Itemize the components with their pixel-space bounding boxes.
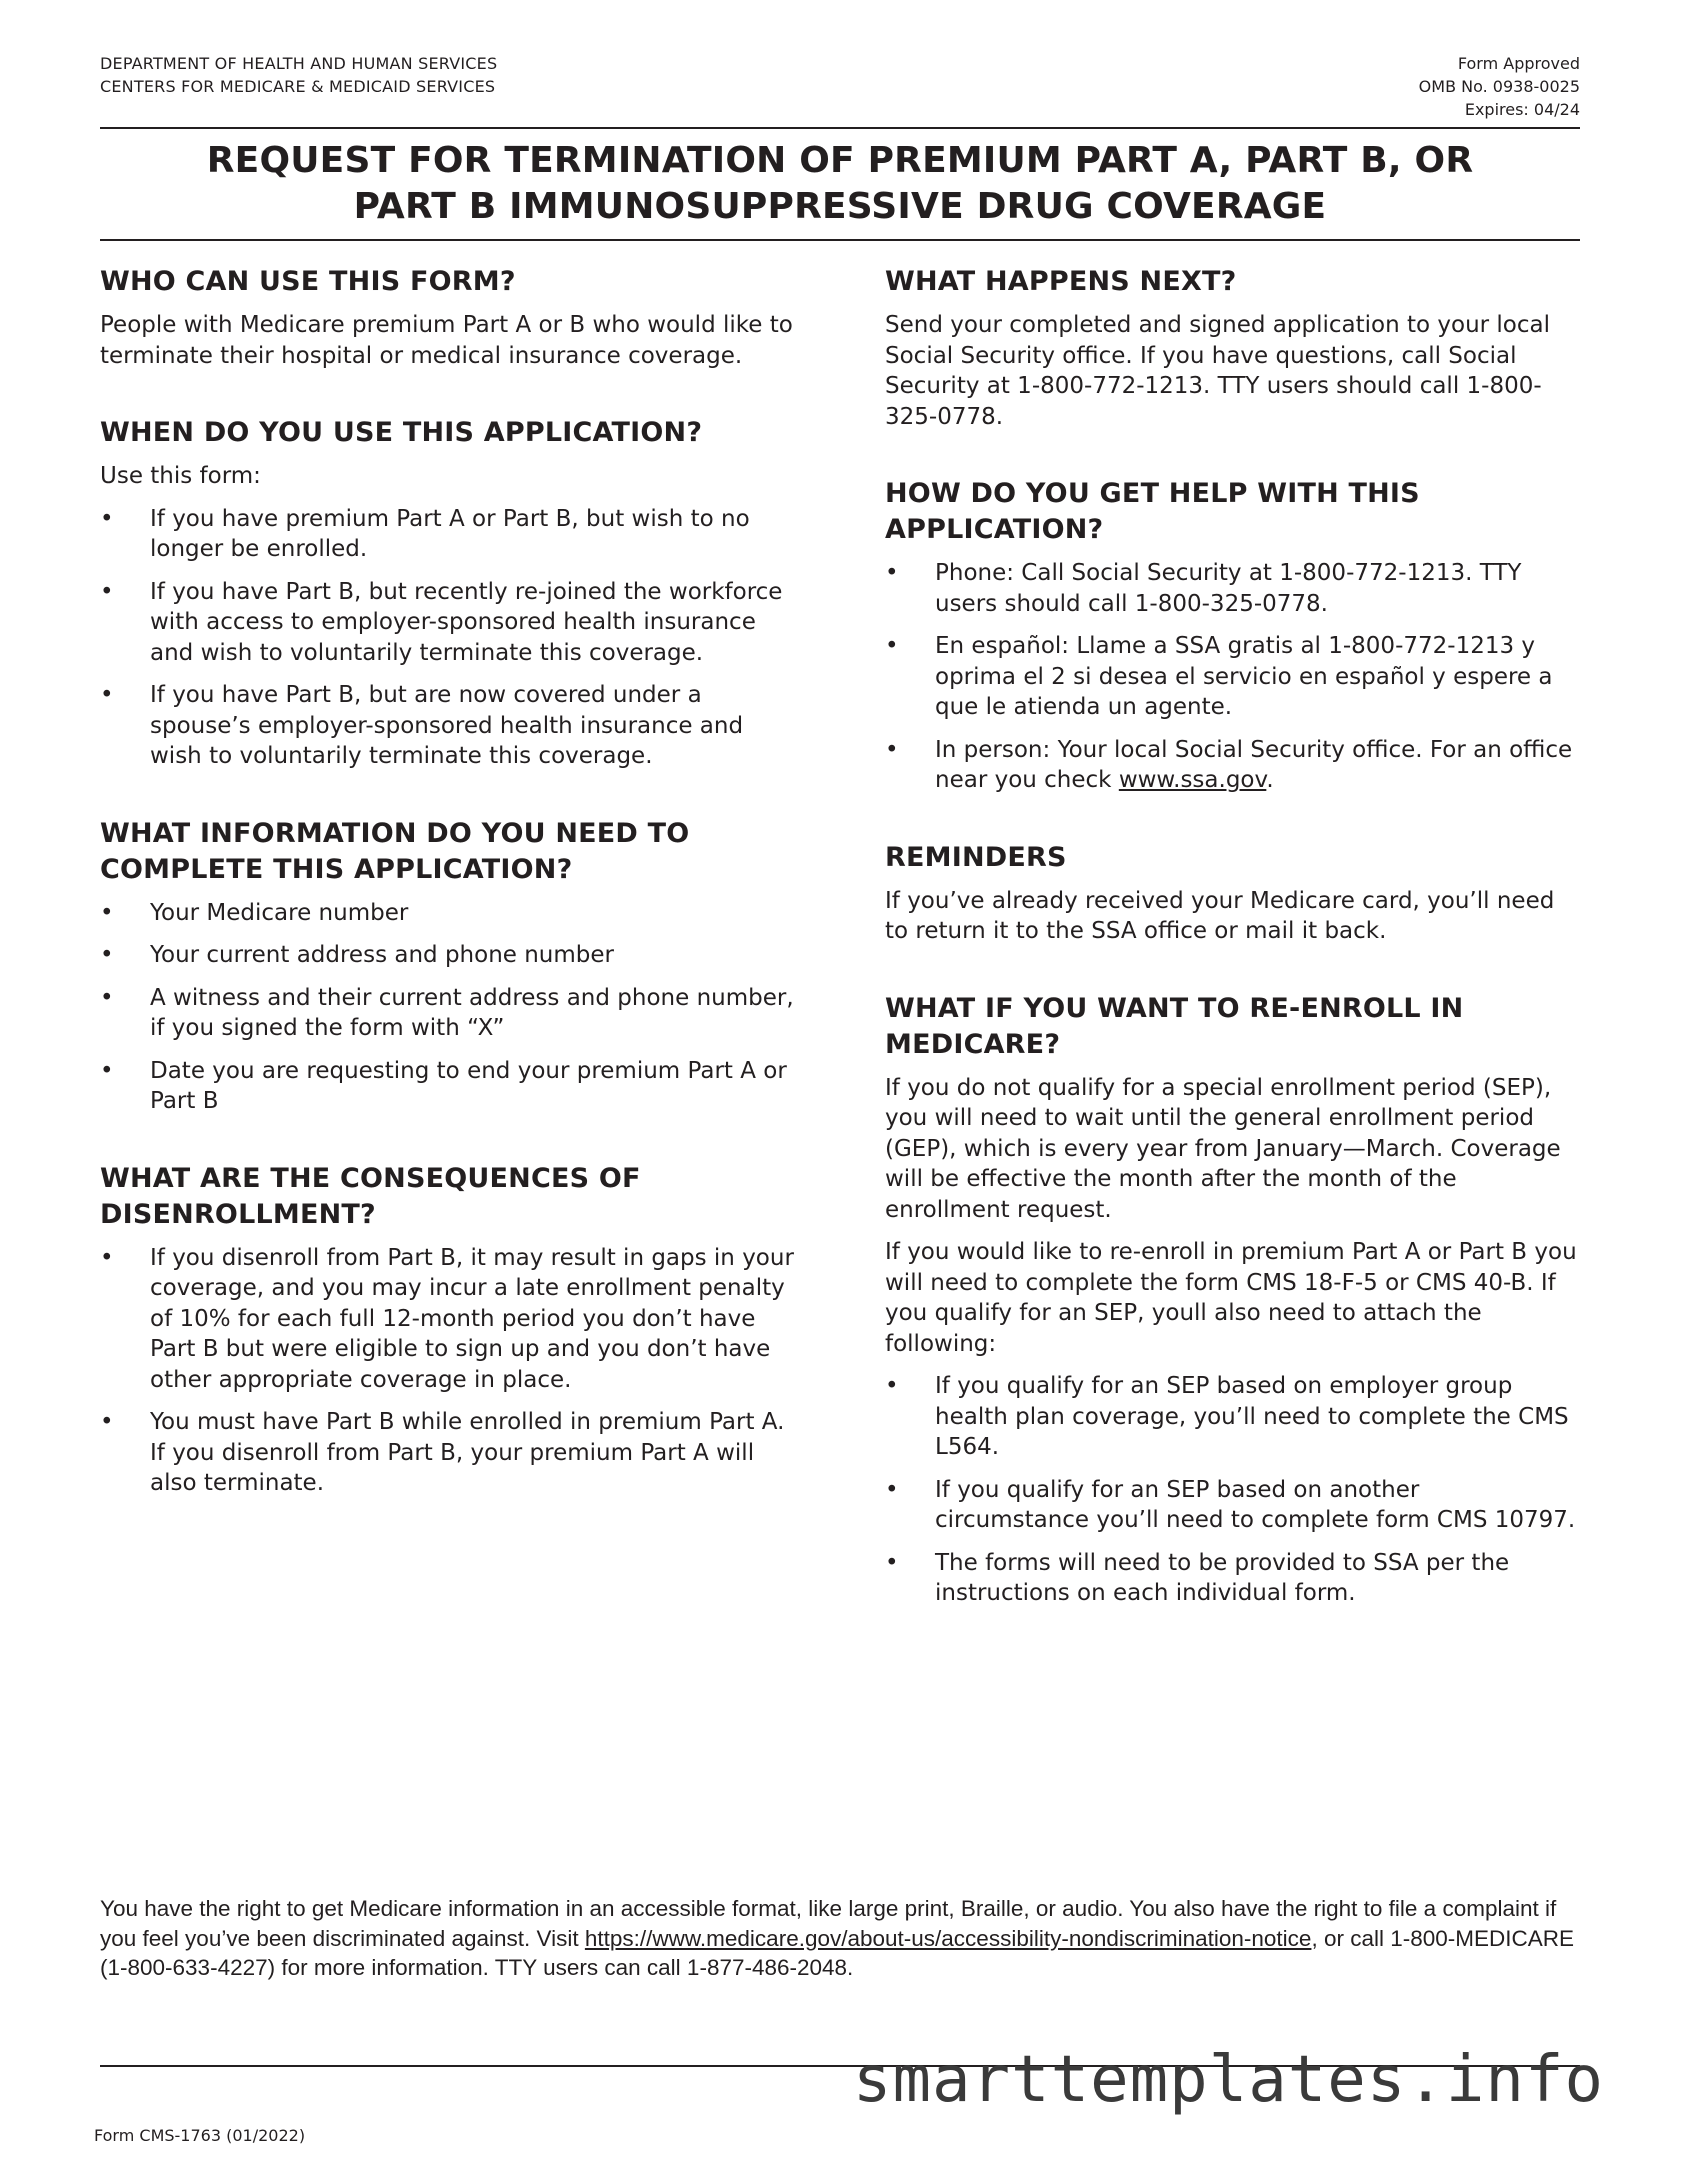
title-line: PART B IMMUNOSUPPRESSIVE DRUG COVERAGE bbox=[353, 186, 1327, 227]
list-item bbox=[885, 631, 1580, 723]
form-page bbox=[94, 0, 1604, 2183]
list-item bbox=[100, 680, 800, 772]
notice-text: You have the right to get Medicare information in an accessible format, like large print, Braille, or audio. You also have the right to file a complaint if you feel you’ve been discriminated against. Visit bbox=[100, 1896, 1557, 1951]
list-item-text: If you qualify for an SEP based on employer group health plan coverage, you’ll need to complete the CMS L564. bbox=[935, 1373, 1569, 1460]
list-item-text: You must have Part B while enrolled in premium Part A. If you disenroll from Part B, your premium Part A will also terminate. bbox=[150, 1409, 785, 1496]
bullet-icon: • bbox=[100, 578, 114, 605]
list-item bbox=[100, 1243, 800, 1396]
omb-approval-block bbox=[1419, 52, 1580, 121]
section-text: If you would like to re-enroll in premium Part A or Part B you will need to complete the form CMS 18-F-5 or CMS 40-B. If you qualify for an SEP, youll also need to attach the following: bbox=[885, 1239, 1577, 1357]
bullet-icon: • bbox=[885, 560, 899, 586]
top-divider bbox=[100, 127, 1580, 129]
ssa-website-link[interactable]: www.ssa.gov bbox=[1118, 767, 1267, 793]
nondiscrimination-link[interactable]: https://www.medicare.gov/about-us/accessibility-nondiscrimination-notice bbox=[584, 1925, 1312, 1951]
agency-line: DEPARTMENT OF HEALTH AND HUMAN SERVICES bbox=[100, 54, 498, 73]
section-heading: WHAT ARE THE CONSEQUENCES OF DISENROLLMENT? bbox=[100, 1162, 641, 1230]
list-item-text: In person: Your local Social Security office. For an office near you check bbox=[935, 736, 1573, 793]
list-item-text: The forms will need to be provided to SSA per the instructions on each individual form. bbox=[935, 1549, 1510, 1606]
agency-block bbox=[100, 52, 497, 98]
list-item bbox=[100, 940, 800, 971]
accessibility-notice bbox=[100, 1894, 1580, 1983]
list-item-text: Phone: Call Social Security at 1-800-772-1213. TTY users should call 1-800-325-0778. bbox=[935, 560, 1522, 617]
list-item bbox=[100, 577, 800, 669]
omb-number: OMB No. 0938-0025 bbox=[1418, 77, 1580, 96]
approval-line: Form Approved bbox=[1457, 54, 1580, 73]
section-text: People with Medicare premium Part A or B who would like to terminate their hospital or medical insurance coverage. bbox=[100, 312, 793, 369]
section-heading: WHAT INFORMATION DO YOU NEED TO COMPLETE THIS APPLICATION? bbox=[100, 817, 690, 885]
consequences-section bbox=[100, 1161, 800, 1499]
list-item bbox=[100, 898, 800, 929]
bullet-icon: • bbox=[100, 942, 114, 968]
next-section bbox=[885, 264, 1580, 432]
notice-text: , or call 1-800-MEDICARE (1-800-633-4227) for more information. TTY users can call 1-877-486-2048. bbox=[100, 1925, 1575, 1980]
bullet-icon: • bbox=[885, 1476, 899, 1503]
watermark: smarttemplates.info bbox=[852, 2043, 1604, 2117]
list-item bbox=[100, 1056, 800, 1117]
bullet-list bbox=[100, 1243, 800, 1499]
section-heading: HOW DO YOU GET HELP WITH THIS APPLICATION? bbox=[885, 478, 1420, 545]
list-item bbox=[885, 735, 1580, 796]
list-item-text: If you qualify for an SEP based on another circumstance you’ll need to complete form CMS 10797. bbox=[935, 1476, 1576, 1533]
bullet-icon: • bbox=[100, 899, 114, 926]
title-line: REQUEST FOR TERMINATION OF PREMIUM PART A, PART B, OR bbox=[206, 140, 1474, 181]
when-section bbox=[100, 415, 800, 772]
list-item-text: En español: Llame a SSA gratis al 1-800-772-1213 y oprima el 2 si desea el servicio en español y espere a que le atienda un agente. bbox=[935, 633, 1553, 720]
list-item-text: If you have Part B, but recently re-joined the workforce with access to employer-sponsored health insurance and wish to voluntarily terminate this coverage. bbox=[150, 578, 783, 666]
section-heading: WHAT HAPPENS NEXT? bbox=[885, 266, 1237, 297]
reminders-section bbox=[885, 840, 1580, 947]
list-item bbox=[885, 558, 1580, 619]
left-column bbox=[100, 264, 800, 1543]
list-item-text: If you have Part B, but are now covered under a spouse’s employer-sponsored health insurance and wish to voluntarily terminate this coverage. bbox=[150, 682, 744, 769]
agency-line: CENTERS FOR MEDICARE & MEDICAID SERVICES bbox=[100, 77, 496, 96]
list-item-end: . bbox=[1266, 767, 1274, 793]
bullet-icon: • bbox=[885, 1549, 899, 1576]
bullet-icon: • bbox=[885, 1373, 899, 1399]
bullet-icon: • bbox=[885, 736, 899, 763]
section-heading: WHAT IF YOU WANT TO RE-ENROLL IN MEDICARE? bbox=[885, 992, 1464, 1060]
section-text: Send your completed and signed application to your local Social Security office. If you have questions, call Social Security at 1-800-772-1213. TTY users should call 1-800-325-0778. bbox=[885, 312, 1551, 430]
form-number: Form CMS-1763 (01/2022) bbox=[94, 2126, 306, 2145]
list-item-text: If you have premium Part A or Part B, but wish to no longer be enrolled. bbox=[150, 505, 750, 562]
title-divider bbox=[100, 239, 1580, 241]
info-section bbox=[100, 816, 800, 1117]
list-item bbox=[100, 983, 800, 1044]
right-column bbox=[885, 264, 1580, 1653]
section-text: If you do not qualify for a special enrollment period (SEP), you will need to wait until the general enrollment period (GEP), which is every year from January—March. Coverage will be effective the month after the month of the enrollment request. bbox=[885, 1074, 1561, 1223]
reenroll-section bbox=[885, 991, 1580, 1609]
section-heading: WHO CAN USE THIS FORM? bbox=[100, 266, 516, 297]
expiration-date: Expires: 04/24 bbox=[1464, 100, 1580, 119]
section-heading: WHEN DO YOU USE THIS APPLICATION? bbox=[100, 417, 703, 448]
section-text: If you’ve already received your Medicare card, you’ll need to return it to the SSA office or mail it back. bbox=[885, 887, 1555, 944]
bullet-icon: • bbox=[100, 682, 114, 708]
form-title bbox=[100, 138, 1580, 230]
list-item bbox=[885, 1371, 1580, 1463]
bullet-list bbox=[100, 898, 800, 1117]
list-item-text: Your Medicare number bbox=[150, 899, 409, 926]
list-item bbox=[885, 1548, 1580, 1609]
help-section bbox=[885, 476, 1580, 796]
list-item bbox=[100, 504, 800, 565]
bullet-icon: • bbox=[885, 633, 899, 659]
list-item-text: Date you are requesting to end your premium Part A or Part B bbox=[150, 1057, 787, 1114]
bullet-icon: • bbox=[100, 1244, 114, 1271]
bullet-list bbox=[885, 1371, 1580, 1609]
bullet-icon: • bbox=[100, 1409, 114, 1435]
list-item-text: A witness and their current address and phone number, if you signed the form with “X” bbox=[150, 984, 794, 1041]
bullet-list bbox=[100, 504, 800, 772]
who-section bbox=[100, 264, 800, 371]
bullet-list bbox=[885, 558, 1580, 796]
section-heading: REMINDERS bbox=[885, 841, 1067, 873]
list-item-text: Your current address and phone number bbox=[150, 942, 614, 968]
bullet-icon: • bbox=[100, 505, 114, 532]
bullet-icon: • bbox=[100, 1057, 114, 1084]
bullet-icon: • bbox=[100, 984, 114, 1011]
section-intro: Use this form: bbox=[100, 463, 261, 489]
list-item bbox=[100, 1407, 800, 1499]
list-item-text: If you disenroll from Part B, it may result in gaps in your coverage, and you may incur a late enrollment penalty of 10% for each full 12-month period you don’t have Part B but were eligible to sign up and you don’t have other appropriate coverage in place. bbox=[150, 1244, 794, 1393]
list-item bbox=[885, 1475, 1580, 1536]
